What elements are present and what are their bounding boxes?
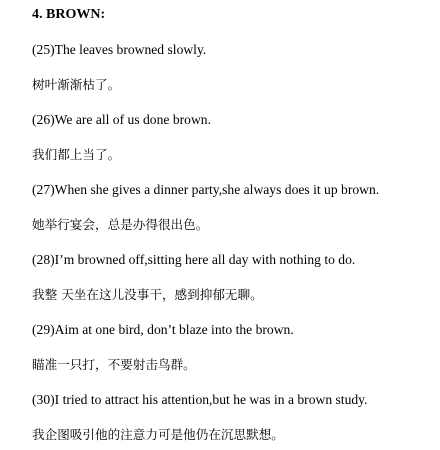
chinese-translation: 树叶渐渐枯了。 — [32, 77, 121, 92]
chinese-translation: 我整 天坐在这儿没事干，感到抑郁无聊。 — [32, 287, 263, 302]
example-entry-30 — [32, 391, 432, 444]
english-sentence: (27)When she gives a dinner party,she always does it up brown. — [32, 182, 380, 197]
english-sentence: (26)We are all of us done brown. — [32, 112, 211, 127]
chinese-translation: 我们都上当了。 — [32, 147, 121, 162]
english-sentence: (25)The leaves browned slowly. — [32, 42, 207, 57]
example-entry-28 — [32, 251, 432, 304]
english-sentence: (28)I’m browned off,sitting here all day with nothing to do. — [32, 252, 356, 267]
english-sentence: (30)I tried to attract his attention,but he was in a brown study. — [32, 392, 368, 407]
section-heading: 4. BROWN: — [32, 7, 106, 22]
chinese-translation: 她举行宴会，总是办得很出色。 — [32, 217, 209, 232]
example-entry-26 — [32, 111, 432, 164]
example-entry-27 — [32, 181, 432, 234]
example-entry-29 — [32, 321, 432, 374]
chinese-translation: 我企图吸引他的注意力可是他仍在沉思默想。 — [32, 427, 284, 442]
english-sentence: (29)Aim at one bird, don’t blaze into the brown. — [32, 322, 294, 337]
example-entry-25 — [32, 41, 432, 94]
chinese-translation: 瞄准一只打，不要射击鸟群。 — [32, 357, 196, 372]
